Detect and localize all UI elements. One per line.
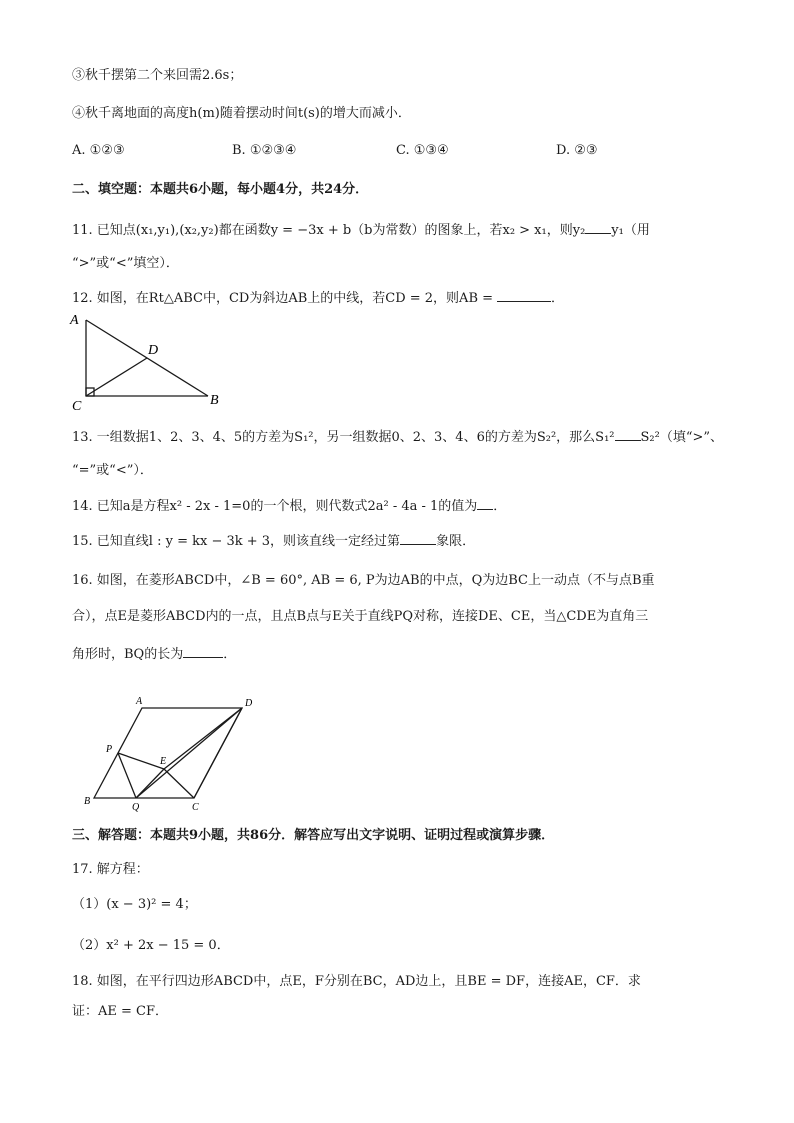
- q12-text-a: 12. 如图，在Rt△ABC中，CD为斜边AB上的中线，若CD = 2，则AB =: [72, 291, 494, 306]
- fig16-segment-pq: [118, 753, 136, 798]
- fig16-label-p: P: [106, 744, 113, 755]
- fig16-segment-qd: [136, 708, 242, 798]
- statement-4: ④秋千离地面的高度h(m)随着摆动时间t(s)的增大而减小．: [72, 106, 411, 121]
- q16-text-d: ．: [223, 647, 237, 662]
- question-17-part-1: （1）(x − 3)² = 4；: [72, 897, 197, 912]
- q16-blank[interactable]: [183, 643, 223, 658]
- question-13-line-1: [72, 426, 723, 448]
- fig16-segment-ce: [164, 769, 194, 798]
- option-d: D. ②③: [556, 143, 598, 158]
- fig16-rhombus: [94, 708, 242, 798]
- question-12: [72, 287, 564, 309]
- q14-blank[interactable]: [477, 495, 493, 510]
- question-11-line-2: “>”或“<”填空）．: [72, 256, 179, 271]
- q12-text-b: ．: [551, 291, 565, 306]
- q14-text-a: 14. 已知a是方程x² - 2x - 1=0的一个根，则代数式2a² - 4a - 1的值为: [72, 499, 478, 514]
- fig16-segment-pe: [118, 753, 167, 769]
- q13-blank[interactable]: [615, 426, 641, 441]
- question-18-line-2: 证：AE = CF．: [72, 1004, 169, 1019]
- option-c: C. ①③④: [396, 143, 449, 158]
- question-16-line-3: [72, 643, 236, 665]
- question-11-line-1: [72, 219, 650, 241]
- fig16-label-q: Q: [132, 802, 140, 812]
- figure-q16: [80, 690, 270, 812]
- q11-text-a: 11. 已知点(x₁,y₁),(x₂,y₂)都在函数y = −3x + b（b为常数）的图象上，若x₂ > x₁，则y₂: [72, 223, 586, 238]
- q11-blank[interactable]: [585, 219, 611, 234]
- section-3-heading: 三、解答题：本题共9小题，共86分．解答应写出文字说明、证明过程或演算步骤．: [72, 828, 555, 843]
- q14-text-b: ．: [493, 499, 507, 514]
- option-b: B. ①②③④: [232, 143, 297, 158]
- fig12-label-c: C: [72, 399, 82, 412]
- question-18-line-1: 18. 如图，在平行四边形ABCD中，点E，F分别在BC，AD边上，且BE = DF，连接AE，CF．求: [72, 974, 641, 989]
- fig12-median-cd: [86, 358, 147, 396]
- option-a: A. ①②③: [72, 143, 125, 158]
- fig12-label-a: A: [70, 313, 79, 328]
- section-2-heading: 二、填空题：本题共6小题，每小题4分，共24分．: [72, 182, 369, 197]
- question-17-part-2: （2）x² + 2x − 15 = 0．: [72, 938, 230, 953]
- fig16-side-cd: [194, 708, 242, 798]
- q16-text-c: 角形时，BQ的长为: [72, 647, 184, 662]
- figure-q12: [66, 308, 236, 412]
- question-14: [72, 495, 506, 517]
- q15-blank[interactable]: [400, 530, 436, 545]
- fig16-label-b: B: [84, 796, 91, 807]
- question-17: 17. 解方程：: [72, 862, 149, 877]
- fig16-label-c: C: [192, 802, 199, 812]
- q15-text-b: 象限．: [436, 534, 476, 549]
- q11-text-b: y₁（用: [611, 223, 650, 238]
- q13-text-a: 13. 一组数据1、2、3、4、5的方差为S₁²，另一组数据0、2、3、4、6的方差为S₂²，那么S₁²: [72, 430, 615, 445]
- statement-3: ③秋千摆第二个来回需2.6s；: [72, 68, 243, 83]
- fig12-label-b: B: [210, 393, 219, 408]
- question-16-line-1: 16. 如图，在菱形ABCD中，∠B = 60°, AB = 6, P为边AB的中点，Q为边BC上一动点（不与点B重: [72, 573, 655, 588]
- q13-text-b: S₂²（填“>”、: [640, 430, 724, 445]
- fig16-label-d: D: [245, 698, 253, 709]
- question-15: [72, 530, 475, 552]
- question-13-line-2: “=”或“<”）．: [72, 463, 153, 478]
- q15-text-a: 15. 已知直线l : y = kx − 3k + 3，则该直线一定经过第: [72, 534, 401, 549]
- fig16-label-a: A: [136, 696, 143, 707]
- question-16-line-2: 合），点E是菱形ABCD内的一点，且点B点与E关于直线PQ对称，连接DE、CE，当△CDE为直角三: [72, 609, 649, 624]
- q12-blank[interactable]: [497, 287, 551, 302]
- fig16-label-e: E: [160, 756, 167, 767]
- fig12-label-d: D: [148, 343, 159, 358]
